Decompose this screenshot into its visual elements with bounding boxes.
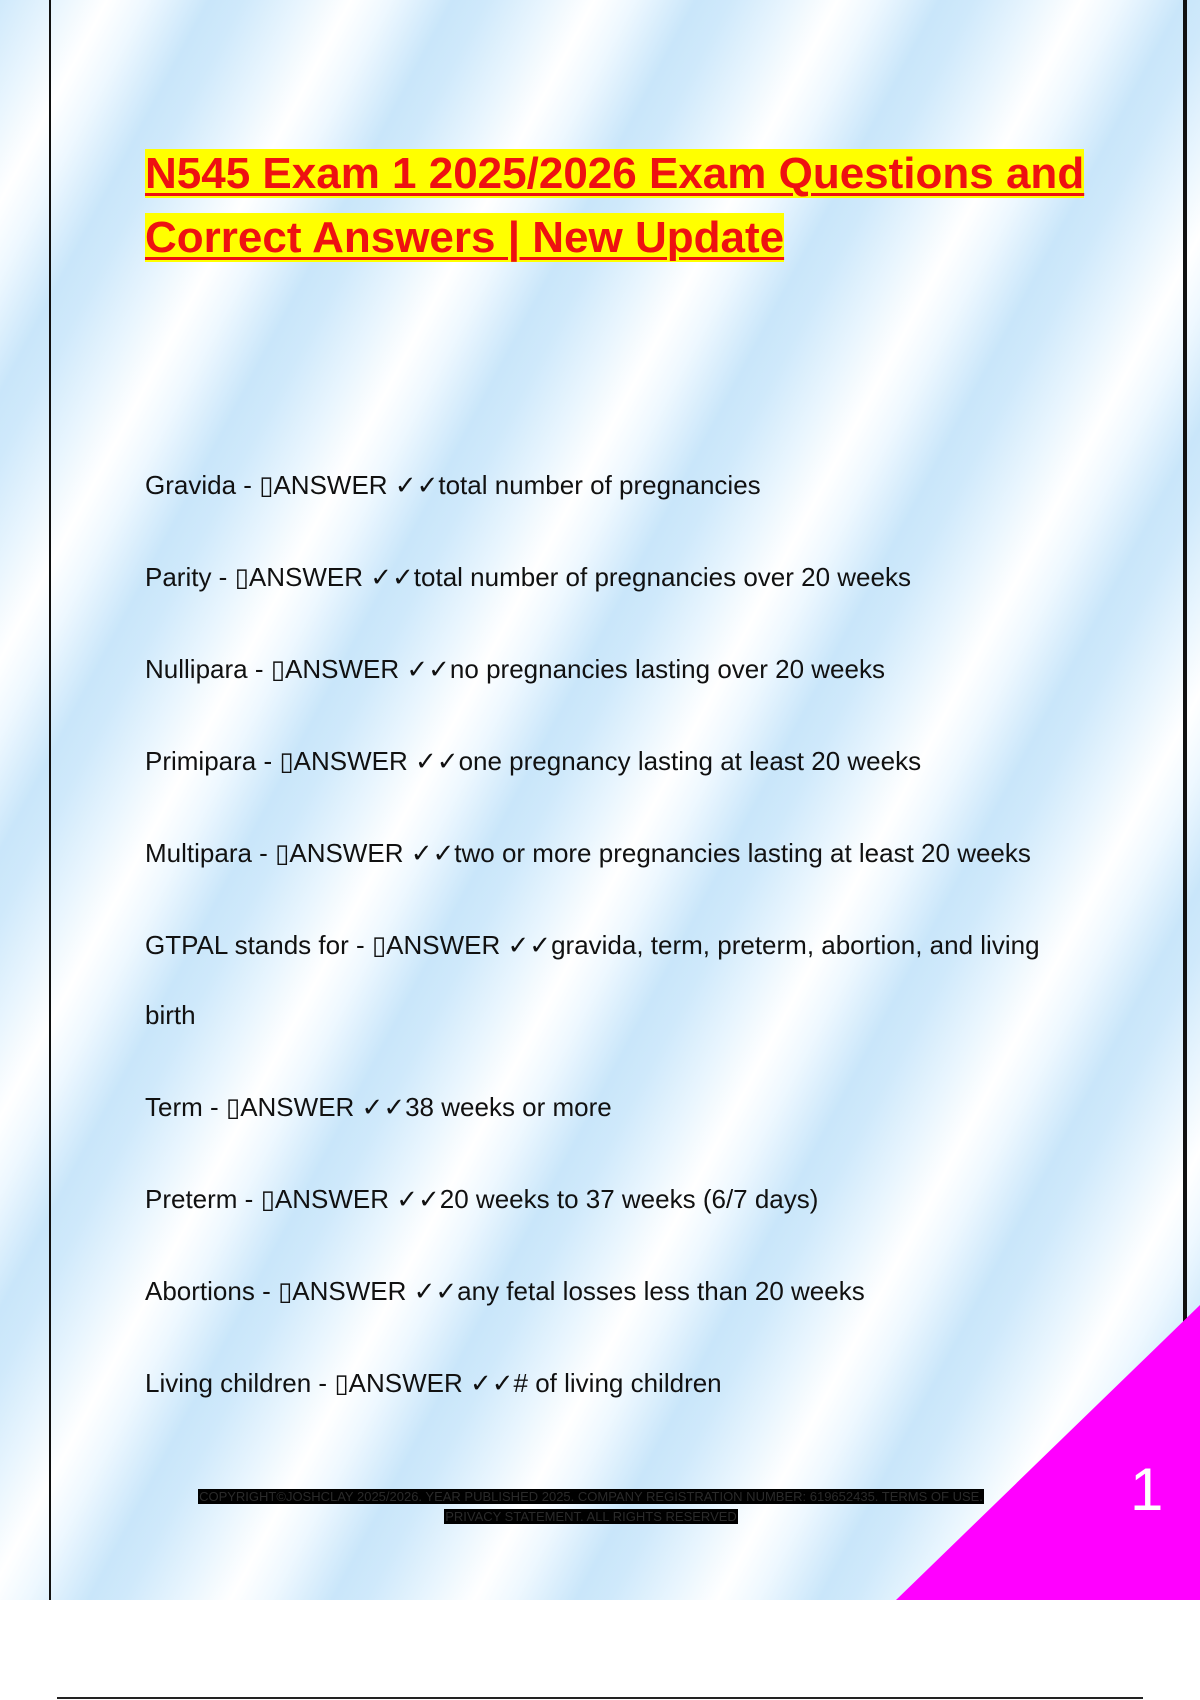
page-separator-line bbox=[57, 1697, 1143, 1699]
qa-item-multipara: Multipara - ▯ANSWER ✓✓two or more pregnancies lasting at least 20 weeks bbox=[145, 838, 1031, 868]
qa-item-gtpal: GTPAL stands for - ▯ANSWER ✓✓gravida, term, preterm, abortion, and living birth bbox=[145, 930, 1040, 1030]
qa-list bbox=[145, 450, 1075, 1440]
qa-item-term: Term - ▯ANSWER ✓✓38 weeks or more bbox=[145, 1092, 612, 1122]
qa-item-abortions: Abortions - ▯ANSWER ✓✓any fetal losses less than 20 weeks bbox=[145, 1276, 865, 1306]
qa-item-primipara: Primipara - ▯ANSWER ✓✓one pregnancy lasting at least 20 weeks bbox=[145, 746, 922, 776]
document-title-text: N545 Exam 1 2025/2026 Exam Questions and Correct Answers | New Update bbox=[145, 149, 1085, 262]
qa-item-preterm: Preterm - ▯ANSWER ✓✓20 weeks to 37 weeks (6/7 days) bbox=[145, 1184, 819, 1214]
qa-item-gravida: Gravida - ▯ANSWER ✓✓total number of pregnancies bbox=[145, 470, 761, 500]
qa-item-parity: Parity - ▯ANSWER ✓✓total number of pregnancies over 20 weeks bbox=[145, 562, 911, 592]
document-title bbox=[145, 142, 1105, 270]
page-number: 1 bbox=[1130, 1456, 1164, 1523]
qa-item-living-children: Living children - ▯ANSWER ✓✓# of living children bbox=[145, 1368, 722, 1398]
page-border-left bbox=[49, 0, 51, 1600]
qa-item-nullipara: Nullipara - ▯ANSWER ✓✓no pregnancies lasting over 20 weeks bbox=[145, 654, 885, 684]
copyright-footer-text: COPYRIGHT©JOSHCLAY 2025/2026. YEAR PUBLISHED 2025. COMPANY REGISTRATION NUMBER: 619652435. TERMS OF USE. PRIVACY STATEMENT. ALL RIGHTS RESERVED bbox=[199, 1489, 983, 1524]
copyright-footer bbox=[176, 1487, 1006, 1527]
